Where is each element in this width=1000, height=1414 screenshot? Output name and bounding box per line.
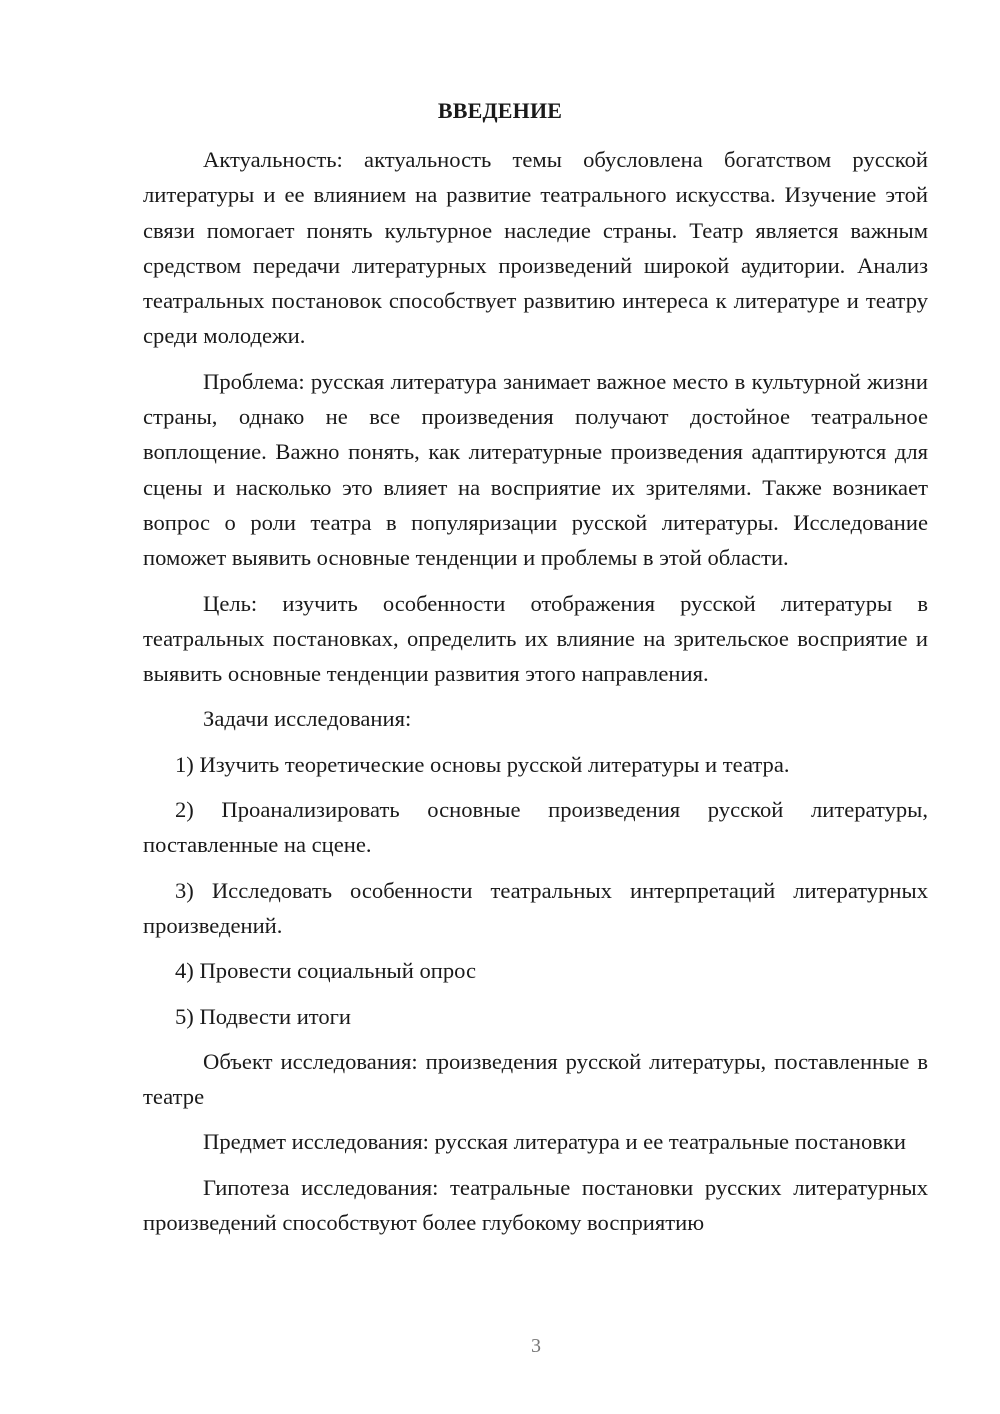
paragraph-problem: Проблема: русская литература занимает важное место в культурной жизни страны, однако не все произведения получают достойное театральное воплощение. Важно понять, как литературные произведения адаптируются для сцены и насколько это влияет на восприятие их зрителями. Также возникает вопрос о роли театра в популяризации русской литературы. Исследование поможет выявить основные тенденции и проблемы в этой области. bbox=[143, 368, 928, 571]
paragraph-relevance: Актуальность: актуальность темы обусловлена богатством русской литературы и ее влиянием на развитие театрального искусства. Изучение этой связи помогает понять культурное наследие страны. Театр является важным средством передачи литературных произведений широкой аудитории. Анализ театральных постановок способствует развитию интереса к литературе и театру среди молодежи. bbox=[143, 147, 928, 349]
paragraph-hypothesis: Гипотеза исследования: театральные постановки русских литературных произведений способствуют более глубокому восприятию bbox=[143, 1174, 928, 1236]
task-item-1: 1) Изучить теоретические основы русской литературы и театра. bbox=[175, 751, 790, 777]
paragraph-goal: Цель: изучить особенности отображения русской литературы в театральных постановках, определить их влияние на зрительское восприятие и выявить основные тенденции развития этого направления. bbox=[143, 590, 928, 687]
page-title: ВВЕДЕНИЕ bbox=[437, 98, 563, 123]
body-text bbox=[143, 142, 928, 1240]
task-item-2: 2) Проанализировать основные произведения русской литературы, поставленные на сцене. bbox=[143, 797, 928, 858]
task-item-5: 5) Подвести итоги bbox=[175, 1003, 352, 1029]
task-item-3: 3) Исследовать особенности театральных интерпретаций литературных произведений. bbox=[143, 877, 928, 938]
paragraph-subject: Предмет исследования: русская литература и ее театральные постановки bbox=[203, 1129, 906, 1155]
page-number: 3 bbox=[531, 1335, 541, 1357]
task-item-4: 4) Провести социальный опрос bbox=[175, 958, 477, 984]
paragraph-tasks-heading: Задачи исследования: bbox=[203, 706, 412, 732]
paragraph-object: Объект исследования: произведения русской литературы, поставленные в театре bbox=[143, 1048, 928, 1110]
